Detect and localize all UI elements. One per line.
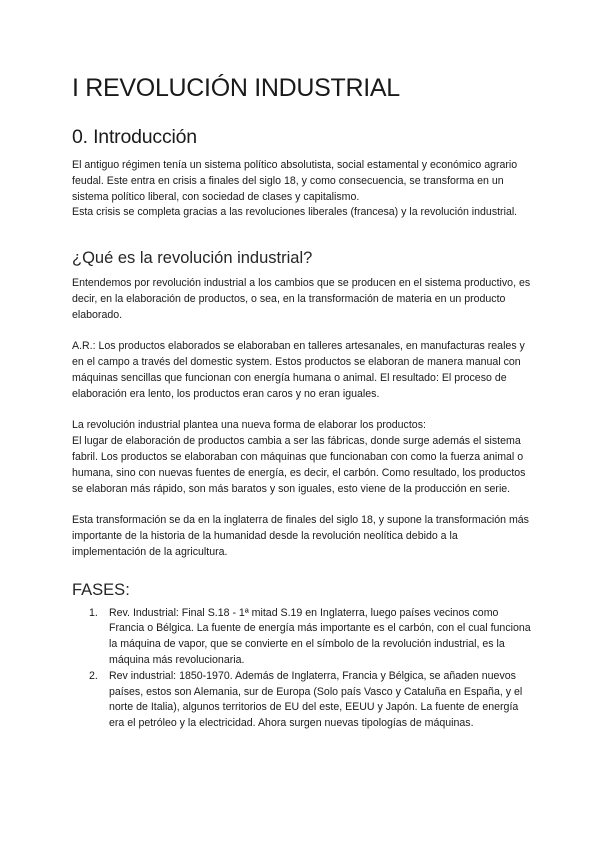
section-heading-que-es: ¿Qué es la revolución industrial? xyxy=(72,249,313,268)
fases-list xyxy=(72,606,532,732)
list-item-text: Rev industrial: 1850-1970. Además de Inglaterra, Francia y Bélgica, se añaden nuevos países, estos son Alemania, sur de Europa (Solo país Vasco y Cataluña en España, y el norte de Italia), algunos territorios de EU del este, EEUU y Japón. La fuente de energía era el petróleo y la electricidad. Ahora surgen nuevas tipologías de máquinas. xyxy=(109,669,523,730)
list-item xyxy=(72,669,532,732)
que-es-paragraph-ar: A.R.: Los productos elaborados se elaboraban en talleres artesanales, en manufacturas reales y en el campo a través del domestic system. Estos productos se elaboran de manera manual con máquinas sencillas que funcionan con energía humana o animal. El resultado: El proceso de elaboración era lento, los productos eran caros y no eran iguales. xyxy=(72,340,525,400)
section-heading-fases: FASES: xyxy=(72,580,130,599)
list-item xyxy=(72,606,532,669)
list-item-number: 2. xyxy=(89,669,98,682)
document-title: I REVOLUCIÓN INDUSTRIAL xyxy=(72,74,400,102)
intro-paragraph-2: Esta crisis se completa gracias a las revoluciones liberales (francesa) y la revolución industrial. xyxy=(72,206,518,219)
que-es-paragraph-4: Esta transformación se da en la inglaterra de finales del siglo 18, y supone la transformación más importante de la historia de la humanidad desde la revolución neolítica debido a la implementación de la agricultura. xyxy=(72,514,529,558)
que-es-paragraph-3-body: El lugar de elaboración de productos cambia a ser las fábricas, donde surge además el sistema fabril. Los productos se elaboraban con máquinas que funcionaban con como la fuerza animal o humana, sino con nuevas fuentes de energía, es decir, el carbón. Como resultado, los productos se elaboran más rápido, son más baratos y son iguales, esto viene de la producción en serie. xyxy=(72,435,526,495)
que-es-paragraph-3-intro: La revolución industrial plantea una nueva forma de elaborar los productos: xyxy=(72,419,426,432)
document-body xyxy=(72,72,532,732)
list-item-text: Rev. Industrial: Final S.18 - 1ª mitad S.19 en Inglaterra, luego países vecinos como Francia o Bélgica. La fuente de energía más importante es el carbón, con el cual funciona la máquina de vapor, que se convierte en el símbolo de la revolución industrial, es la máquina más revolucionaria. xyxy=(109,606,531,666)
list-item-number: 1. xyxy=(89,606,98,619)
que-es-paragraph-1: Entendemos por revolución industrial a los cambios que se producen en el sistema productivo, es decir, en la elaboración de productos, o sea, en la transformación de materia en un producto elaborado. xyxy=(72,277,531,321)
intro-paragraph-1: El antiguo régimen tenía un sistema político absolutista, social estamental y económico agrario feudal. Este entra en crisis a finales del siglo 18, y como consecuencia, se transforma en un sistema político liberal, con sociedad de clases y capitalismo. xyxy=(72,159,518,203)
section-heading-introduccion: 0. Introducción xyxy=(72,126,197,148)
